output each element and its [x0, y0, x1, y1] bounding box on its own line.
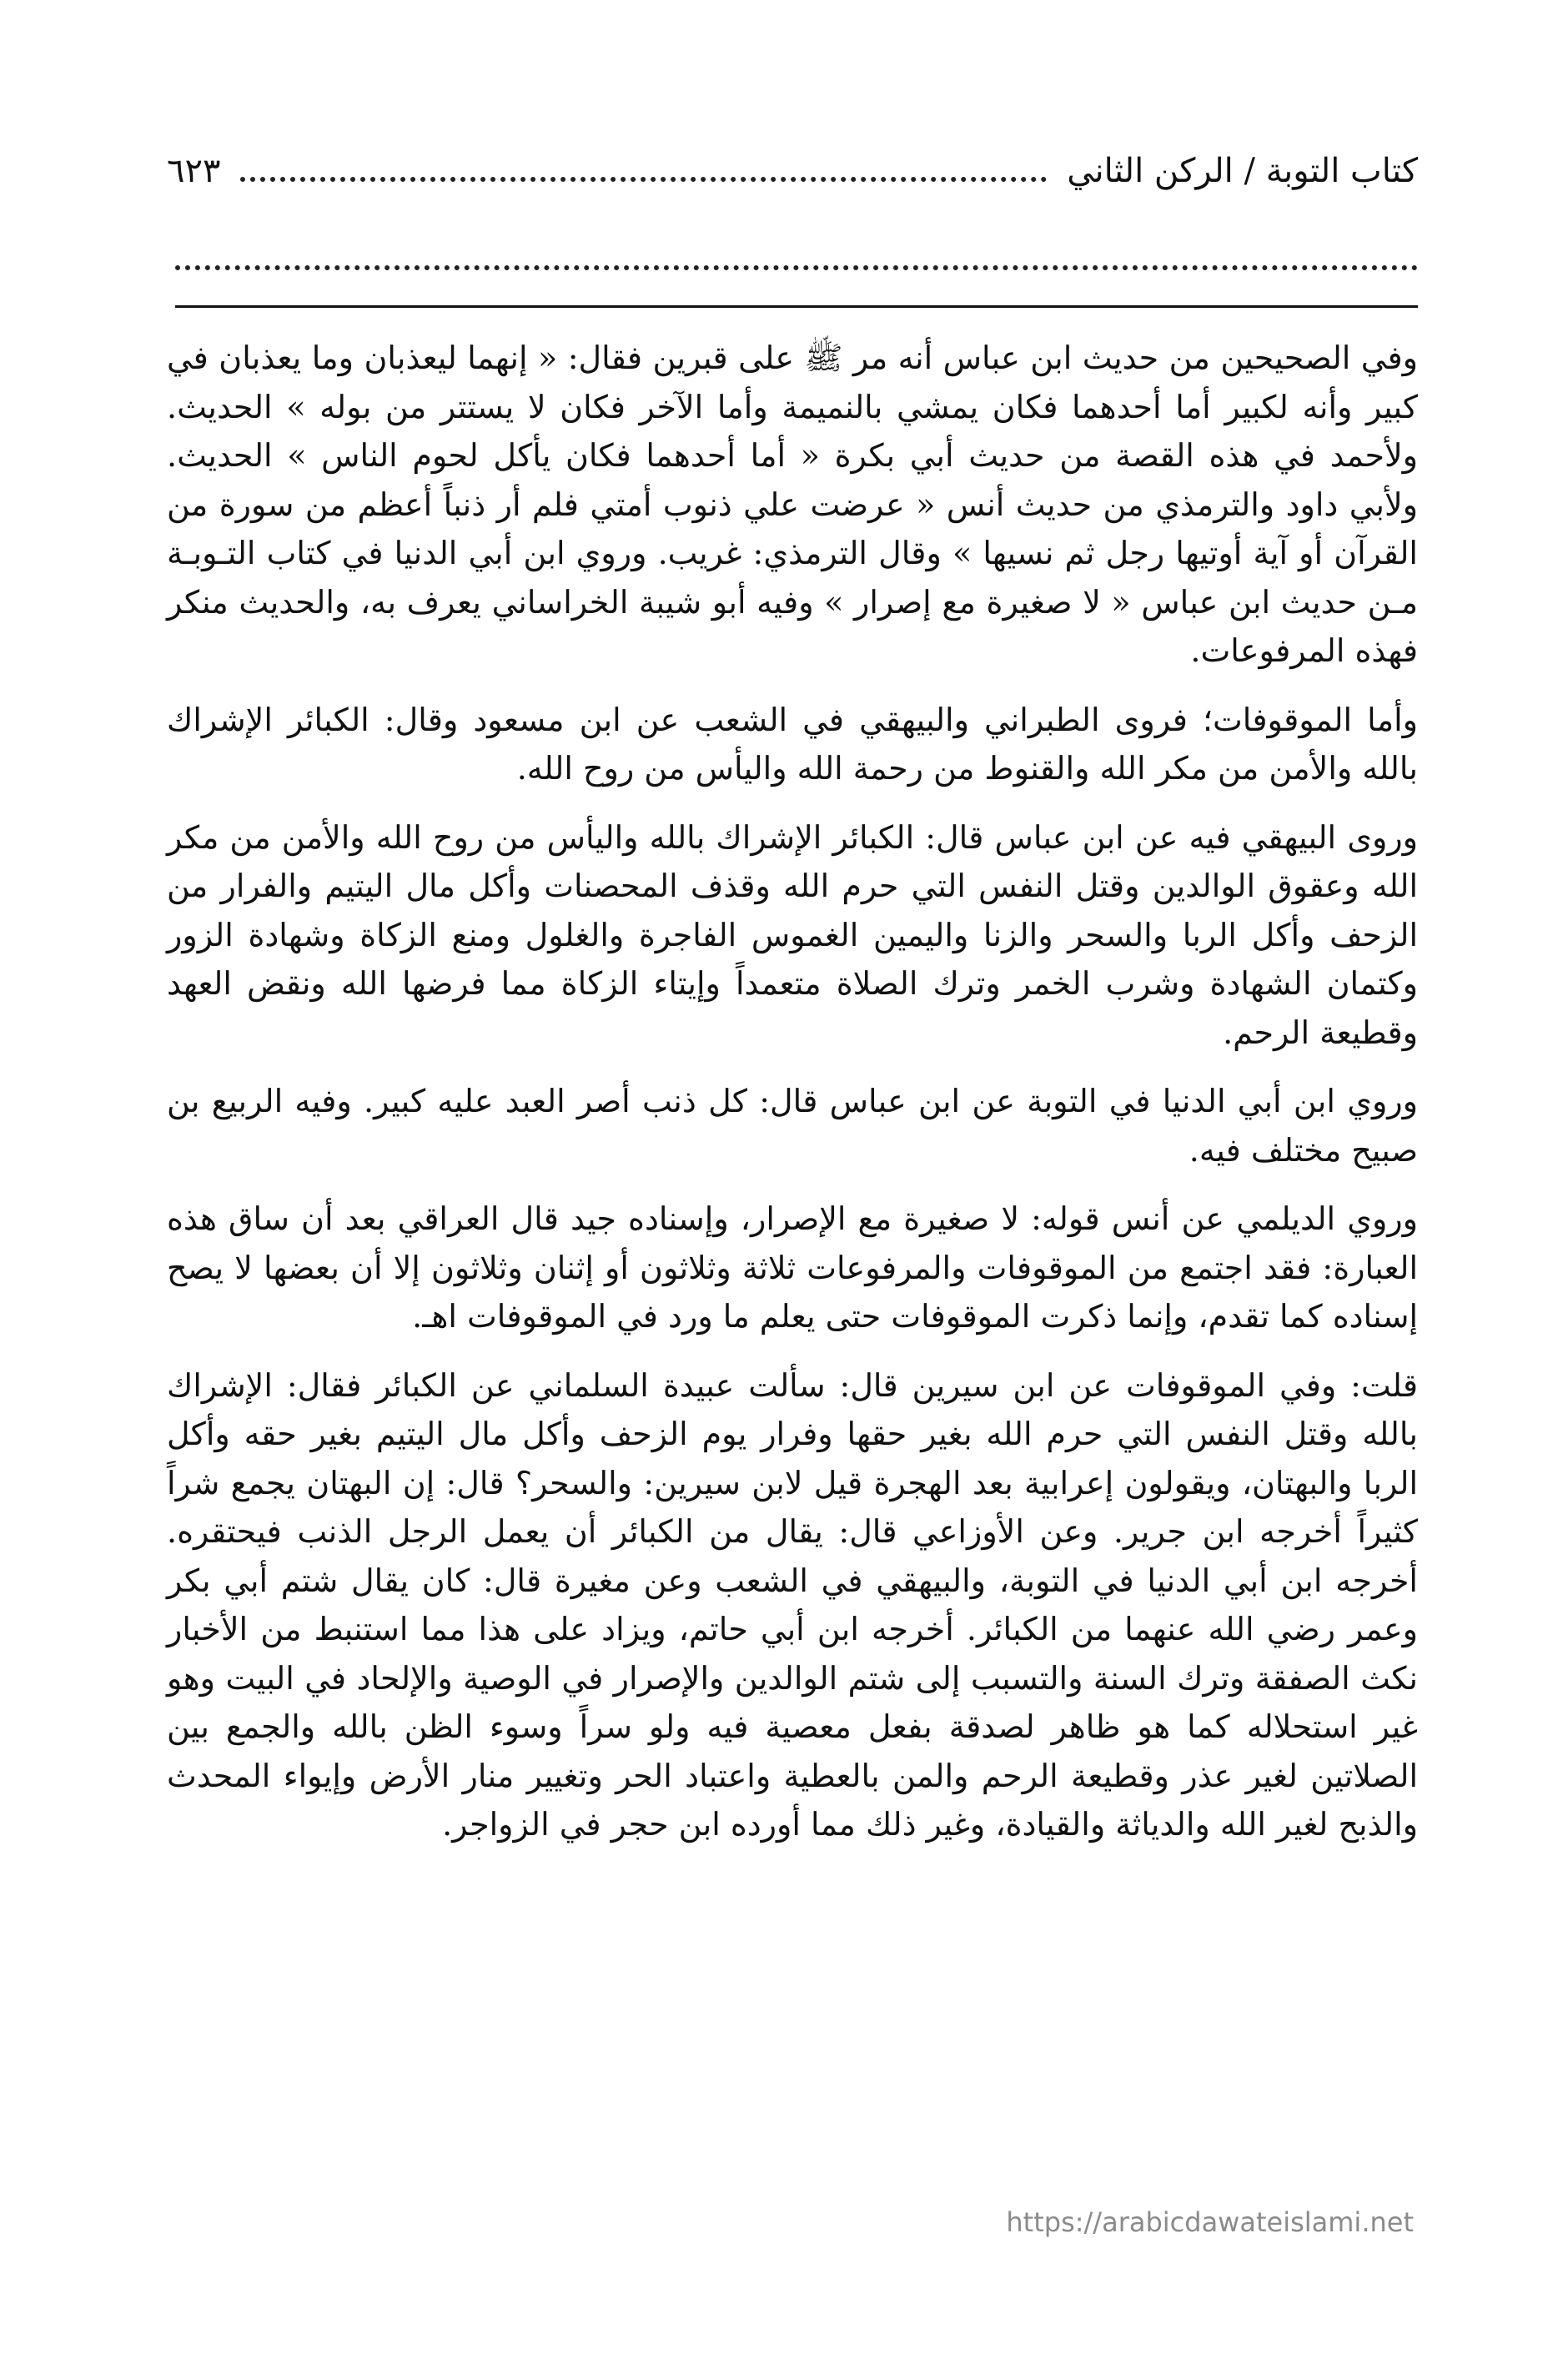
paragraph-marfu-hadiths: وفي الصحيحين من حديث ابن عباس أنه مر ﷺ على قبرين فقال: « إنهما ليعذبان وما يعذبان في كبير وأنه لكبير أما أحدهما فكان يمشي بالنميمة وأما الآخر فكان لا يستتر من بوله » الحديث. ولأحمد في هذه القصة من حديث أبي بكرة « أما أحدهما فكان يأكل لحوم الناس » الحديث. ولأبي داود والترمذي من حديث أنس « عرضت علي ذنوب أمتي فلم أر ذنباً أعظم من سورة من القرآن أو آية أوتيها رجل ثم نسيها » وقال الترمذي: غريب. وروي ابن أبي الدنيا في كتاب التـوبـة مـن حديث ابن عباس « لا صغيرة مع إصرار » وفيه أبو شيبة الخراساني يعرف به، والحديث منكر فهذه المرفوعات. [167, 340, 1418, 669]
header-rule [175, 305, 1418, 308]
watermark-url: https://arabicdawateislami.net [1006, 2206, 1414, 2238]
running-header [167, 133, 1418, 209]
header-dotted-separator [175, 265, 1418, 270]
header-dot-leader [240, 177, 1047, 182]
header-title: كتاب التوبة / الركن الثاني [1067, 152, 1418, 190]
paragraph-mawquf-ibn-masud: وأما الموقوفات؛ فروى الطبراني والبيهقي في الشعب عن ابن مسعود وقال: الكبائر الإشراك بالله والأمن من مكر الله والقنوط من رحمة الله واليأس من روح الله. [167, 701, 1418, 787]
body-text [167, 334, 1418, 1849]
paragraph-ibn-abi-dunya: وروي ابن أبي الدنيا في التوبة عن ابن عباس قال: كل ذنب أصر العبد عليه كبير. وفيه الربيع بن صبيح مختلف فيه. [167, 1083, 1418, 1169]
paragraph-daylami-anas: وروي الديلمي عن أنس قوله: لا صغيرة مع الإصرار، وإسناده جيد قال العراقي بعد أن ساق هذه العبارة: فقد اجتمع من الموقوفات والمرفوعات ثلاثة وثلاثون أو إثنان وثلاثون إلا أن بعضها لا يصح إسناده كما تقدم، وإنما ذكرت الموقوفات حتى يعلم ما ورد في الموقوفات اهـ. [167, 1200, 1418, 1335]
paragraph-bayhaqi-ibn-abbas: وروى البيهقي فيه عن ابن عباس قال: الكبائر الإشراك بالله واليأس من روح الله والأمن من مكر الله وعقوق الوالدين وقتل النفس التي حرم الله وقذف المحصنات وأكل مال اليتيم والفرار من الزحف وأكل الربا والسحر والزنا واليمين الغموس الفاجرة والغلول ومنع الزكاة وشهادة الزور وكتمان الشهادة وشرب الخمر وترك الصلاة متعمداً وإيتاء الزكاة مما فرضها الله ونقض العهد وقطيعة الرحم. [167, 818, 1418, 1051]
page-number: ٦٢٣ [167, 152, 221, 190]
paragraph-ibn-sirin: قلت: وفي الموقوفات عن ابن سيرين قال: سألت عبيدة السلماني عن الكبائر فقال: الإشراك بالله وقتل النفس التي حرم الله بغير حقها وفرار يوم الزحف وأكل مال اليتيم بغير حقه وأكل الربا والبهتان، ويقولون إعرابية بعد الهجرة قيل لابن سيرين: والسحر؟ قال: إن البهتان يجمع شراً كثيراً أخرجه ابن جرير. وعن الأوزاعي قال: يقال من الكبائر أن يعمل الرجل الذنب فيحتقره. أخرجه ابن أبي الدنيا في التوبة، والبيهقي في الشعب وعن مغيرة قال: كان يقال شتم أبي بكر وعمر رضي الله عنهما من الكبائر. أخرجه ابن أبي حاتم، ويزاد على هذا مما استنبط من الأخبار نكث الصفقة وترك السنة والتسبب إلى شتم الوالدين والإصرار في الوصية والإلحاد في البيت وهو غير استحلاله كما هو ظاهر لصدقة بفعل معصية فيه ولو سراً وسوء الظن بالله والجمع بين الصلاتين لغير عذر وقطيعة الرحم والمن بالعطية واعتباد الحر وتغيير منار الأرض وإيواء المحدث والذبح لغير الله والدياثة والقيادة، وغير ذلك مما أورده ابن حجر في الزواجر. [167, 1366, 1418, 1843]
